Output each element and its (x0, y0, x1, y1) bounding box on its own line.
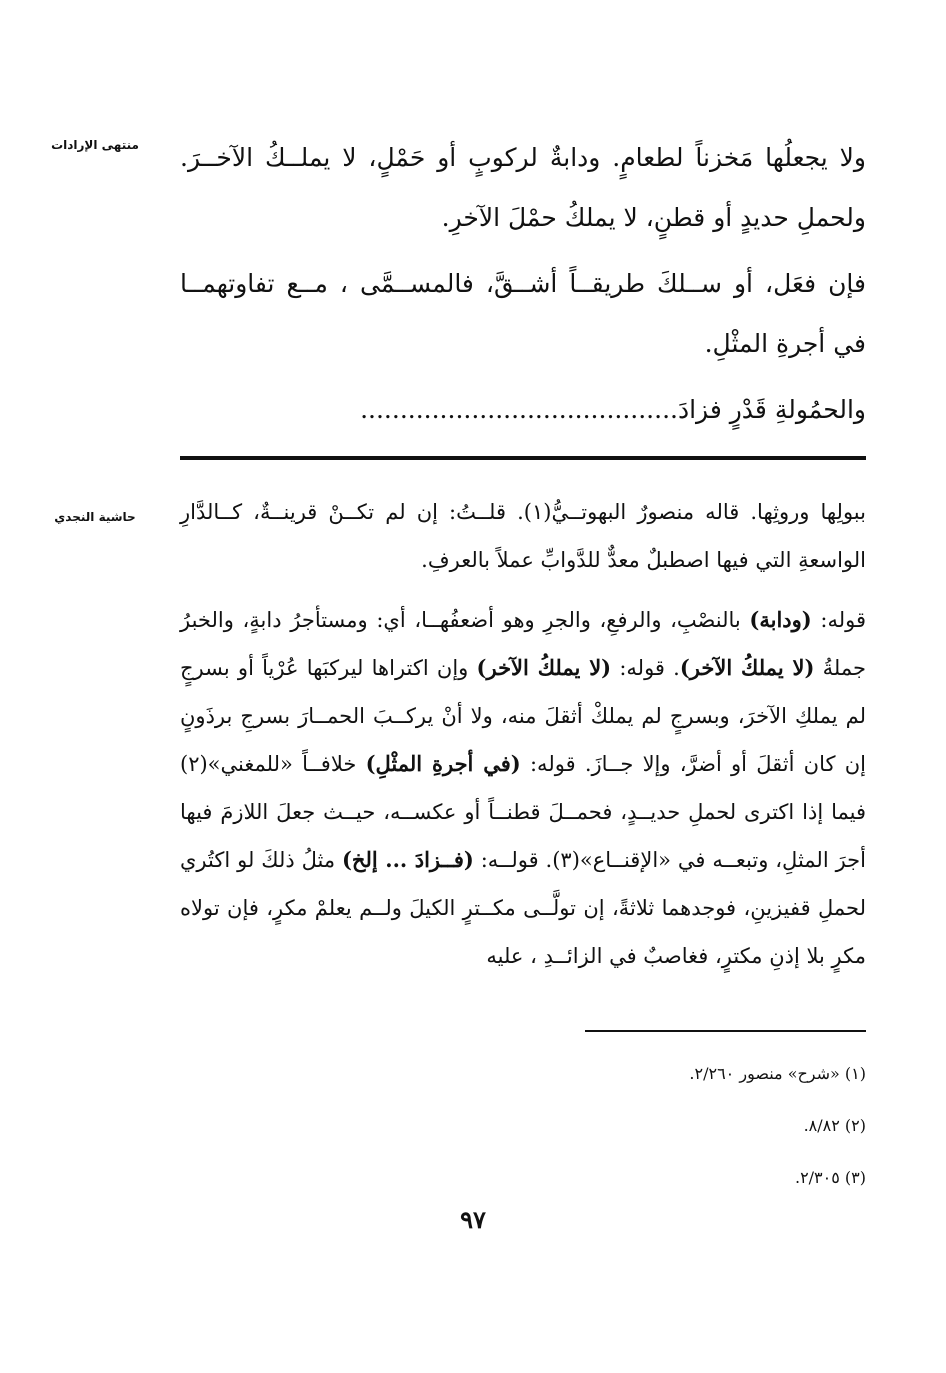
main-paragraph-1: ولا يجعلُها مَخزناً لطعامٍ. ودابةٌ لركوبٍ أو حَمْلٍ، لا يملــكُ الآخــرَ. ولحملِ حديدٍ أو قطنٍ، لا يملكُ حمْلَ الآخرِ. (180, 143, 866, 232)
main-paragraph-3-text: والحمُولةِ قَدْرٍ فزادَ (677, 395, 866, 424)
quoted-term: (لا يملكُ الآخر) (679, 655, 815, 680)
quoted-term: (ودابة) (749, 607, 812, 632)
commentary-text: خلافــاً «للمغني»(٢) فيما إذا اكترى لحملِ حديــدٍ، فحمــلَ قطنــاً أو عكســه، حيــث جعلَ اللازمَ فيها أجرَ المثلِ، وتبعــه في «الإقنــاع»(٣). قولــه: (180, 752, 866, 872)
footnote-2: (٢) ٨/٨٢. (803, 1116, 866, 1135)
footnotes-block (180, 1048, 866, 1204)
commentary-text: مثلُ ذلكَ لو اكتُري لحملِ قفيزينِ، فوجدهما ثلاثةً، إن تولَّــى مكــترٍ الكيلَ ولــم يعلمْ مكرٍ، فإن تولاه مكرٍ بلا إذنِ مكترٍ، فغاصبٌ في الزائــدِ ، عليه (180, 848, 866, 968)
commentary-paragraph-1: ببولِها وروثِها. قاله منصورٌ البهوتــيُّ(١). قلــتُ: إن لم تكــنْ قرينــةٌ، كــالدَّارِ الواسعةِ التي فيها اصطبلٌ معدٌّ للدَّوابِّ عملاً بالعرفِ. (180, 500, 866, 572)
side-label-main: منتهى الإرادات (51, 138, 139, 152)
commentary-text: قوله: (811, 608, 867, 632)
commentary-text: . قوله: (611, 656, 680, 680)
footnote-rule (585, 1030, 866, 1032)
quoted-term: (لا يملكُ الآخر) (476, 655, 612, 680)
commentary-paragraph-2 (180, 596, 866, 980)
commentary-text: بالنصْبِ، والرفعِ، والجرِ وهو أضعفُهــا، أي: ومستأجرُ دابةٍ، والخبرُ جملةُ (180, 608, 866, 680)
page-number: ٩٧ (460, 1205, 486, 1234)
footnote-1: (١) «شرح» منصور ٢/٢٦٠. (689, 1064, 866, 1083)
commentary-block (180, 488, 866, 980)
separator-rule (180, 456, 866, 460)
footnote-3: (٣) ٢/٣٠٥. (794, 1168, 866, 1187)
main-paragraph-3 (180, 380, 866, 440)
commentary-text: وإن اكتراها ليركبَها عُرْياً أو بسرجٍ لم يملكِ الآخرَ، وبسرجٍ لم يملكْ أثقلَ منه، ولا أنْ يركــبَ الحمــارَ بسرجِ برذَونٍ إن كان أثقلَ أو أضرَّ، وإلا جــازَ. قوله: (180, 656, 866, 776)
quoted-term: (في أجرةِ المثْلِ) (365, 751, 521, 776)
main-text-block (180, 128, 866, 440)
quoted-term: (فــزادَ ... إلخ) (342, 847, 474, 872)
ellipsis-dots: ........................................ (360, 395, 678, 424)
main-paragraph-2: فإن فعَل، أو ســلكَ طريقــاً أشــقَّ، فالمســمَّى ، مــع تفاوتهمــا في أجرةِ المثْلِ. (180, 269, 866, 358)
side-label-commentary: حاشية النجدي (54, 510, 136, 524)
